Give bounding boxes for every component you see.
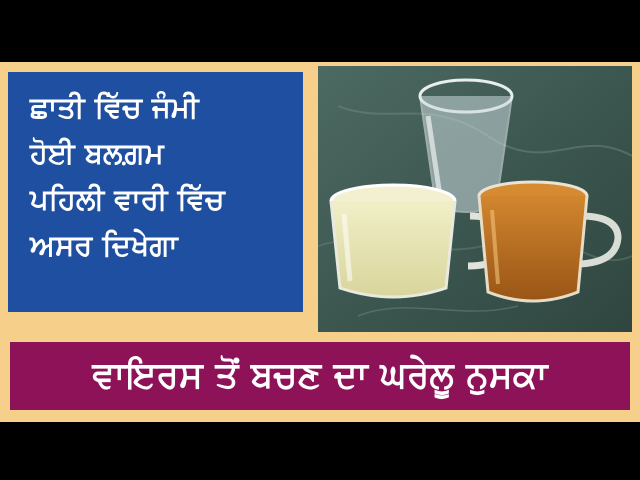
cups-illustration (318, 66, 632, 332)
remedy-photo (318, 66, 632, 332)
headline-line-4: ਅਸਰ ਦਿਖੇਗਾ (30, 228, 178, 262)
headline-line-1: ਛਾਤੀ ਵਿੱਚ ਜੰਮੀ (30, 90, 199, 124)
title-banner (8, 340, 632, 412)
headline-line-3: ਪਹਿਲੀ ਵਾਰੀ ਵਿੱਚ (30, 182, 225, 216)
headline-line-2: ਹੋਈ ਬਲਗ਼ਮ (30, 136, 164, 170)
banner-text: ਵਾਇਰਸ ਤੋਂ ਬਚਣ ਦਾ ਘਰੇਲੂ ਨੁਸਕਾ (92, 355, 548, 396)
headline-text (30, 84, 300, 268)
